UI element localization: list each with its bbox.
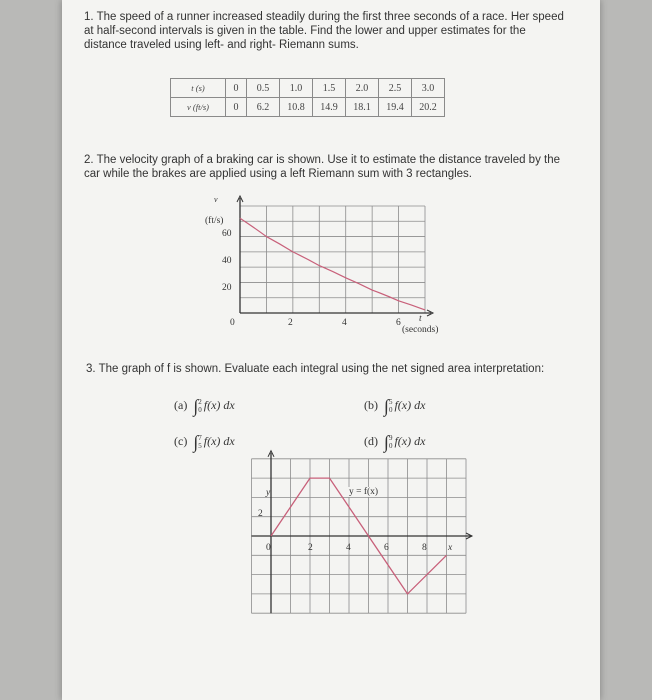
velocity-x-tick-0: 0 [230,318,235,328]
integral-d-label: (d) [364,434,378,448]
integral-b-integrand: f(x) dx [394,398,426,412]
velocity-y-unit: (ft/s) [205,216,224,226]
table-header-v: v (ft/s) [171,98,226,117]
integral-b: (b) ∫ 5 0 f(x) dx [364,396,426,416]
table-header-t: t (s) [171,79,226,98]
f-x-label: x [448,543,453,553]
table-cell: 0.5 [247,79,280,98]
integral-c-lower: 5 [198,442,202,451]
integral-c: (c) ∫ 7 5 f(x) dx [174,432,235,452]
integral-c-label: (c) [174,434,188,448]
integral-d-upper: 9 [388,434,393,443]
integral-b-upper: 5 [388,398,393,407]
table-cell: 2.5 [379,79,412,98]
table-cell: 0 [226,79,247,98]
integral-a-label: (a) [174,398,188,412]
question-3-text: 3. The graph of f is shown. Evaluate each integral using the net signed area interpretation: [86,363,545,375]
table-cell: 19.4 [379,98,412,117]
f-curve-label: y = f(x) [349,487,379,497]
table-cell: 10.8 [280,98,313,117]
integral-d-integrand: f(x) dx [394,434,426,448]
velocity-x-unit: (seconds) [402,325,439,335]
velocity-x-tick-6: 6 [396,318,401,328]
integral-a-lower: 0 [198,406,202,415]
integral-a-upper: 2 [198,398,202,407]
f-graph [62,0,600,640]
f-x-tick-4: 4 [346,543,351,553]
integral-a: (a) ∫ 2 0 f(x) dx [174,396,235,416]
question-1-text: 1. The speed of a runner increased steadily during the first three seconds of a race. Her speed at half-second intervals is given in the table. Find the lower and upper estimates for the distance traveled using left- and right- Riemann sums. [84,11,564,51]
table-cell: 14.9 [313,98,346,117]
f-x-tick-6: 6 [384,543,389,553]
f-y-tick-2: 2 [258,509,263,519]
velocity-y-tick-40: 40 [222,256,232,266]
table-cell: 20.2 [412,98,445,117]
integral-a-integrand: f(x) dx [203,398,235,412]
table-cell: 3.0 [412,79,445,98]
velocity-y-tick-60: 60 [222,229,232,239]
velocity-x-tick-2: 2 [288,318,293,328]
question-2-text: 2. The velocity graph of a braking car is shown. Use it to estimate the distance traveled by the car while the brakes are applied using a left Riemann sum with 3 rectangles. [84,154,561,180]
integral-d-lower: 0 [388,442,393,451]
table-cell: 6.2 [247,98,280,117]
velocity-y-tick-20: 20 [222,283,232,293]
integral-d: (d) ∫ 9 0 f(x) dx [364,432,426,452]
f-x-tick-8: 8 [422,543,427,553]
velocity-x-var: t [419,314,422,324]
f-x-tick-2: 2 [308,543,313,553]
table-cell: 0 [226,98,247,117]
table-cell: 2.0 [346,79,379,98]
velocity-x-tick-4: 4 [342,318,347,328]
f-x-tick-0: 0 [266,543,271,553]
table-cell: 18.1 [346,98,379,117]
table-cell: 1.5 [313,79,346,98]
f-grid [252,451,473,613]
velocity-y-var: v [214,195,218,204]
integral-b-lower: 0 [388,406,393,415]
integral-b-label: (b) [364,398,378,412]
integral-c-upper: 7 [198,434,202,443]
worksheet-page [62,0,600,700]
table-cell: 1.0 [280,79,313,98]
f-y-label: y [266,488,271,498]
integral-c-integrand: f(x) dx [203,434,235,448]
